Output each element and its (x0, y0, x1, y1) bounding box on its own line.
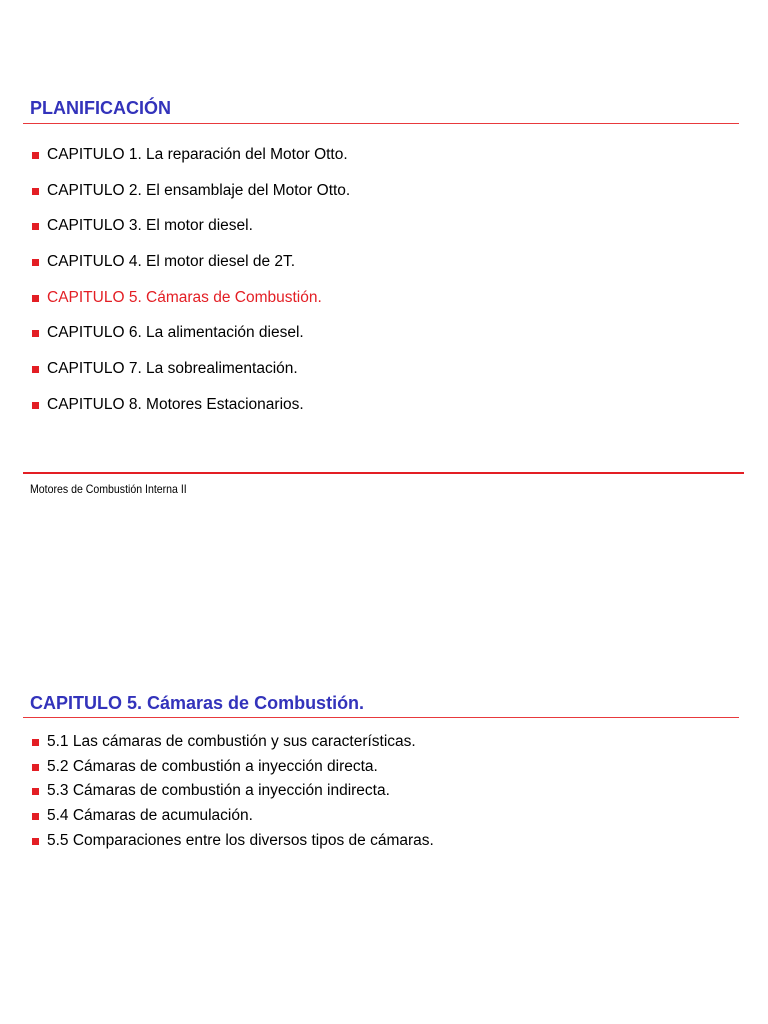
chapter-item-5-1: 5.1 Las cámaras de combustión y sus características. (30, 732, 434, 757)
square-bullet-icon (32, 295, 39, 302)
chapter-list (30, 732, 434, 855)
square-bullet-icon (32, 259, 39, 266)
planning-title-rule (23, 123, 739, 124)
square-bullet-icon (32, 402, 39, 409)
planning-item-4: CAPITULO 4. El motor diesel de 2T. (30, 252, 350, 288)
planning-title: PLANIFICACIÓN (30, 98, 171, 118)
square-bullet-icon (32, 188, 39, 195)
planning-item-3: CAPITULO 3. El motor diesel. (30, 216, 350, 252)
chapter-title-rule (23, 717, 739, 718)
square-bullet-icon (32, 366, 39, 373)
chapter-item-5-4: 5.4 Cámaras de acumulación. (30, 806, 434, 831)
square-bullet-icon (32, 813, 39, 820)
footer-course-name: Motores de Combustión Interna II (30, 482, 187, 496)
chapter-item-5-5: 5.5 Comparaciones entre los diversos tipos de cámaras. (30, 831, 434, 856)
chapter-title: CAPITULO 5. Cámaras de Combustión. (30, 693, 365, 713)
chapter-item-5-2: 5.2 Cámaras de combustión a inyección directa. (30, 757, 434, 782)
planning-list (30, 145, 350, 431)
planning-item-5-current: CAPITULO 5. Cámaras de Combustión. (30, 288, 350, 324)
square-bullet-icon (32, 223, 39, 230)
footer-rule (23, 472, 744, 474)
square-bullet-icon (32, 330, 39, 337)
planning-item-1: CAPITULO 1. La reparación del Motor Otto. (30, 145, 350, 181)
square-bullet-icon (32, 739, 39, 746)
square-bullet-icon (32, 838, 39, 845)
chapter-item-5-3: 5.3 Cámaras de combustión a inyección indirecta. (30, 781, 434, 806)
planning-item-7: CAPITULO 7. La sobrealimentación. (30, 359, 350, 395)
square-bullet-icon (32, 152, 39, 159)
square-bullet-icon (32, 764, 39, 771)
planning-item-6: CAPITULO 6. La alimentación diesel. (30, 323, 350, 359)
planning-item-8: CAPITULO 8. Motores Estacionarios. (30, 395, 350, 431)
square-bullet-icon (32, 788, 39, 795)
planning-item-2: CAPITULO 2. El ensamblaje del Motor Otto. (30, 181, 350, 217)
